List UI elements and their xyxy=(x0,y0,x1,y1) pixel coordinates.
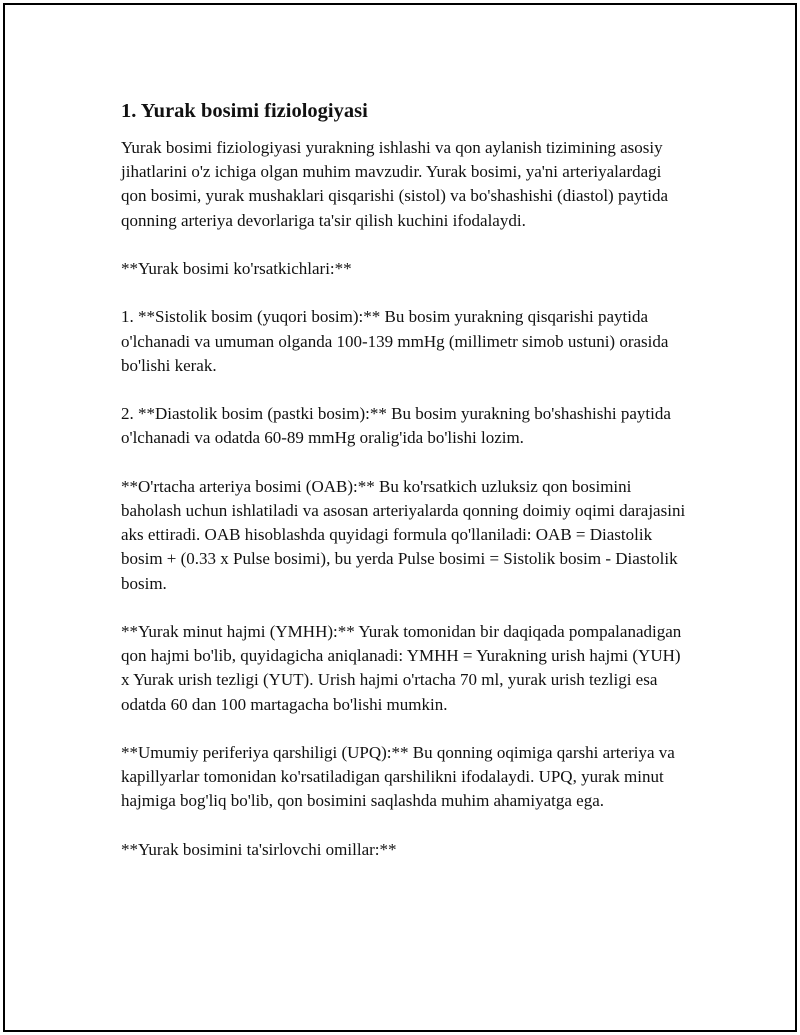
section-heading: 1. Yurak bosimi fiziologiyasi xyxy=(121,100,368,122)
paragraph-indicators-title: **Yurak bosimi ko'rsatkichlari:** xyxy=(121,259,352,278)
paragraph-systolic: 1. **Sistolik bosim (yuqori bosim):** Bu bosim yurakning qisqarishi paytida o'lchanadi va umuman olganda 100-139 mmHg (millimetr simob ustuni) orasida bo'lishi kerak. xyxy=(121,307,669,375)
paragraph-diastolic: 2. **Diastolik bosim (pastki bosim):** Bu bosim yurakning bo'shashishi paytida o'lchanadi va odatda 60-89 mmHg oralig'ida bo'lishi lozim. xyxy=(121,404,671,448)
paragraph-cardiac-output: **Yurak minut hajmi (YMHH):** Yurak tomonidan bir daqiqada pompalanadigan qon hajmi bo'lib, quyidagicha aniqlanadi: YMHH = Yurakning urish hajmi (YUH) x Yurak urish tezligi (YUT). Urish hajmi o'rtacha 70 ml, yurak urish tezligi esa odatda 60 dan 100 martagacha bo'lishi mumkin. xyxy=(121,621,682,714)
document-body xyxy=(121,98,689,886)
paragraph-intro: Yurak bosimi fiziologiyasi yurakning ishlashi va qon aylanish tizimining asosiy jihatlarini o'z ichiga olgan muhim mavzudir. Yurak bosimi, ya'ni arteriyalardagi qon bosimi, yurak mushaklari qisqarishi (sistol) va bo'shashishi (diastol) paytida qonning arteriya devorlariga ta'sir qilish kuchini ifodalaydi. xyxy=(121,138,668,230)
paragraph-mean-arterial-pressure: **O'rtacha arteriya bosimi (OAB):** Bu ko'rsatkich uzluksiz qon bosimini baholash uchun ishlatiladi va asosan arteriyalarda qonning doimiy oqimi darajasini aks ettiradi. OAB hisoblashda quyidagi formula qo'llaniladi: OAB = Diastolik bosim + (0.33 x Pulse bosimi), bu yerda Pulse bosimi = Sistolik bosim - Diastolik bosim. xyxy=(121,476,686,593)
paragraph-factors-title: **Yurak bosimini ta'sirlovchi omillar:** xyxy=(121,839,397,859)
paragraph-peripheral-resistance: **Umumiy periferiya qarshiligi (UPQ):** Bu qonning oqimiga qarshi arteriya va kapillyarlar tomonidan ko'rsatiladigan qarshilikni ifodalaydi. UPQ, yurak minut hajmiga bog'liq bo'lib, qon bosimini saqlashda muhim ahamiyatga ega. xyxy=(121,742,675,811)
page-frame xyxy=(3,3,797,1032)
